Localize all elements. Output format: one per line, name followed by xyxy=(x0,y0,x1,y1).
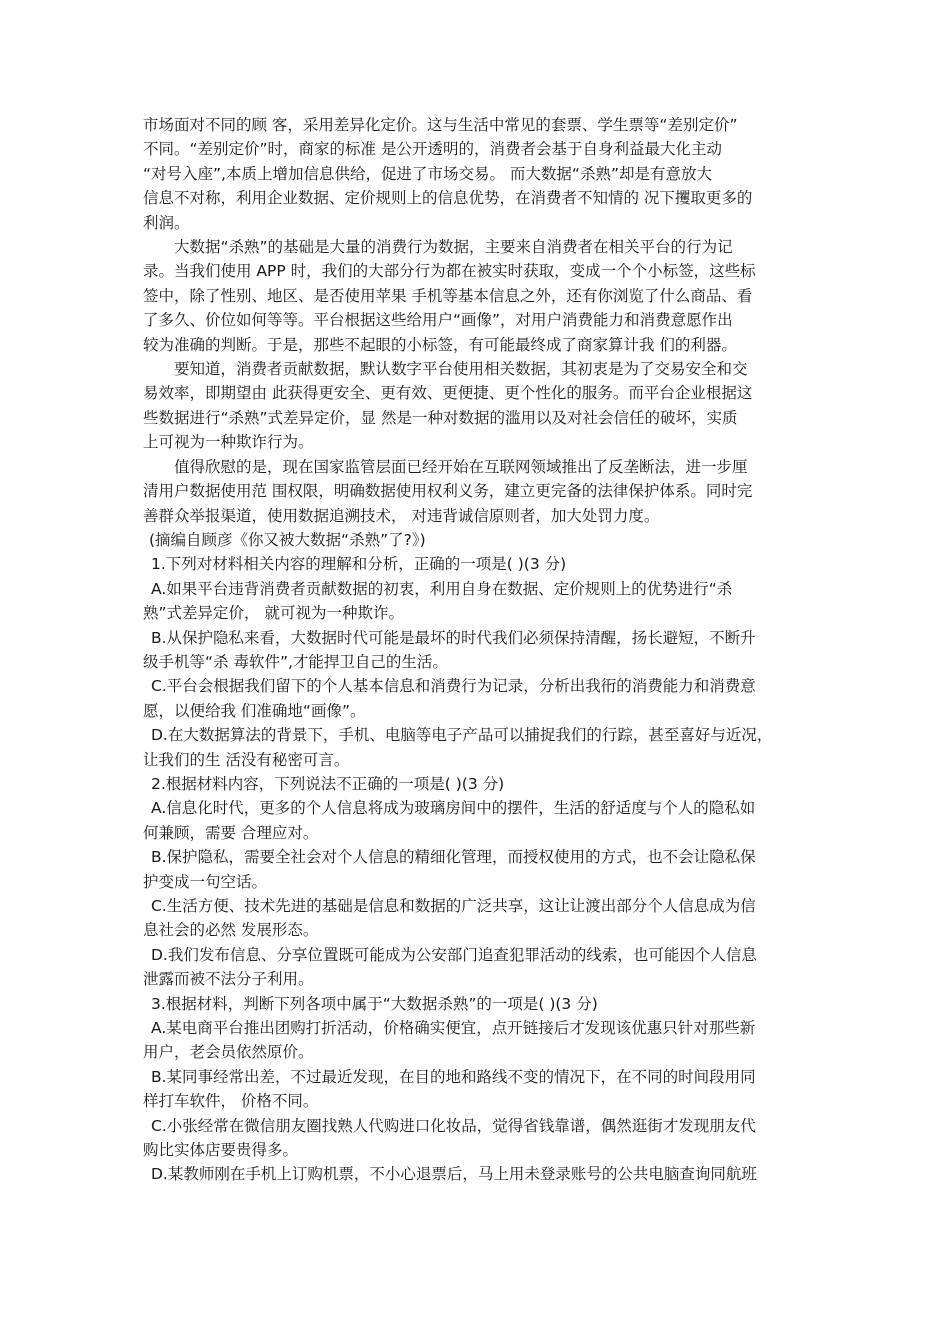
question-1-stem: 1.下列对材料相关内容的理解和分析，正确的一项是( )(3 分) xyxy=(151,555,567,574)
text-line: 较为准确的判断。于是，那些不起眼的小标签，有可能最终成了商家算计我 们的利器。 xyxy=(143,335,737,354)
text-line: 善群众举报渠道，使用数据追溯技术， 对违背诚信原则者，加大处罚力度。 xyxy=(143,506,660,525)
question-2-stem: 2.根据材料内容，下列说法不正确的一项是( )(3 分) xyxy=(151,774,505,793)
passage-source: (摘编自顾彦《你又被大数据“杀熟”了?》) xyxy=(149,530,426,549)
text-line: 值得欣慰的是，现在国家监管层面已经开始在互联网领域推出了反垄断法，进一步厘 xyxy=(174,457,748,476)
text-line: 签中，除了性别、地区、是否使用苹果 手机等基本信息之外，还有你浏览了什么商品、看 xyxy=(143,286,753,305)
question-1-option-b: B.从保护隐私来看，大数据时代可能是最坏的时代我们必须保持清醒，扬长避短，不断升 级手机等“杀 毒软件”,才能捍卫自己的生活。 xyxy=(143,628,756,671)
question-2-option-a: A.信息化时代，更多的个人信息将成为玻璃房间中的摆件，生活的舒适度与个人的隐私如 何兼顾，需要 合理应对。 xyxy=(143,799,756,842)
text-line: 不同。“差别定价”时，商家的标准 是公开透明的，消费者会基于自身利益最大化主动 xyxy=(143,140,722,159)
text-line: 要知道，消费者贡献数据，默认数字平台使用相关数据，其初衷是为了交易安全和交 xyxy=(174,360,748,379)
question-3-option-d: D.某教师刚在手机上订购机票，不小心退票后，马上用未登录账号的公共电脑查询同航班 xyxy=(151,1165,757,1184)
question-1-option-a: A.如果平台违背消费者贡献数据的初衷，利用自身在数据、定价规则上的优势进行“杀 熟”式差异定价， 就可视为一种欺诈。 xyxy=(143,579,733,623)
text-line: 上可视为一种欺诈行为。 xyxy=(143,433,314,452)
passage-paragraph-2 xyxy=(143,235,815,357)
question-3-stem: 3.根据材料，判断下列各项中属于“大数据杀熟”的一项是( )(3 分) xyxy=(151,994,598,1013)
question-2-option-c: C.生活方便、技术先进的基础是信息和数据的广泛共享，这让让渡出部分个人信息成为信 息社会的必然 发展形态。 xyxy=(143,897,756,940)
text-line: 市场面对不同的顾 客，采用差异化定价。这与生活中常见的套票、学生票等“差别定价” xyxy=(143,116,738,134)
passage-paragraph-3 xyxy=(143,357,815,455)
text-line: 信息不对称，利用企业数据、定价规则上的信息优势，在消费者不知情的 况下攫取更多的 xyxy=(143,189,753,208)
passage-paragraph-1 xyxy=(143,113,815,235)
question-3-option-c: C.小张经常在微信朋友圈找熟人代购进口化妆品，觉得省钱靠谱，偶然逛街才发现朋友代 购比实体店要贵得多。 xyxy=(143,1116,756,1160)
text-line: “对号入座”,本质上增加信息供给，促进了市场交易。 而大数据“杀熟”却是有意放大 xyxy=(143,164,712,183)
text-line: 大数据“杀熟”的基础是大量的消费行为数据，主要来自消费者在相关平台的行为记 xyxy=(174,238,733,257)
text-line: 易效率，即期望由 此获得更安全、更有效、更便捷、更个性化的服务。而平台企业根据这 xyxy=(143,384,753,403)
text-line: 清用户数据使用范 围权限，明确数据使用权利义务，建立更完备的法律保护体系。同时完 xyxy=(143,482,753,501)
text-line: 利润。 xyxy=(143,213,190,232)
question-1-option-d: D.在大数据算法的背景下，手机、电脑等电子产品可以捕捉我们的行踪，甚至喜好与近况， 让我们的生 活没有秘密可言。 xyxy=(143,726,773,769)
question-2-option-d: D.我们发布信息、分享位置既可能成为公安部门追查犯罪活动的线索，也可能因个人信息 泄露而被不法分子利用。 xyxy=(143,945,757,989)
question-3-option-b: B.某同事经常出差，不过最近发现，在目的地和路线不变的情况下，在不同的时间段用同 样打车软件， 价格不同。 xyxy=(143,1067,756,1111)
question-2-option-b: B.保护隐私，需要全社会对个人信息的精细化管理，而授权使用的方式，也不会让隐私保 护变成一句空话。 xyxy=(143,848,756,891)
text-line: 些数据进行“杀熟”式差异定价，显 然是一种对数据的滥用以及对社会信任的破坏，实质 xyxy=(143,408,738,427)
text-line: 了多久、价位如何等等。平台根据这些给用户“画像”，对用户消费能力和消费意愿作出 xyxy=(143,311,733,330)
document-page xyxy=(143,113,815,1187)
question-1-option-c: C.平台会根据我们留下的个人基本信息和消费行为记录，分析出我衎的消费能力和消费意 愿，以便给我 们准确地“画像”。 xyxy=(143,677,756,720)
passage-paragraph-4 xyxy=(143,455,815,528)
question-3-option-a: A.某电商平台推出团购打折活动，价格确实便宜，点开链接后才发现该优惠只针对那些新 用户，老会员依然原价。 xyxy=(143,1019,756,1062)
text-line: 录。当我们使用 APP 时，我们的大部分行为都在被实时获取，变成一个个小标签，这些标 xyxy=(143,262,756,281)
